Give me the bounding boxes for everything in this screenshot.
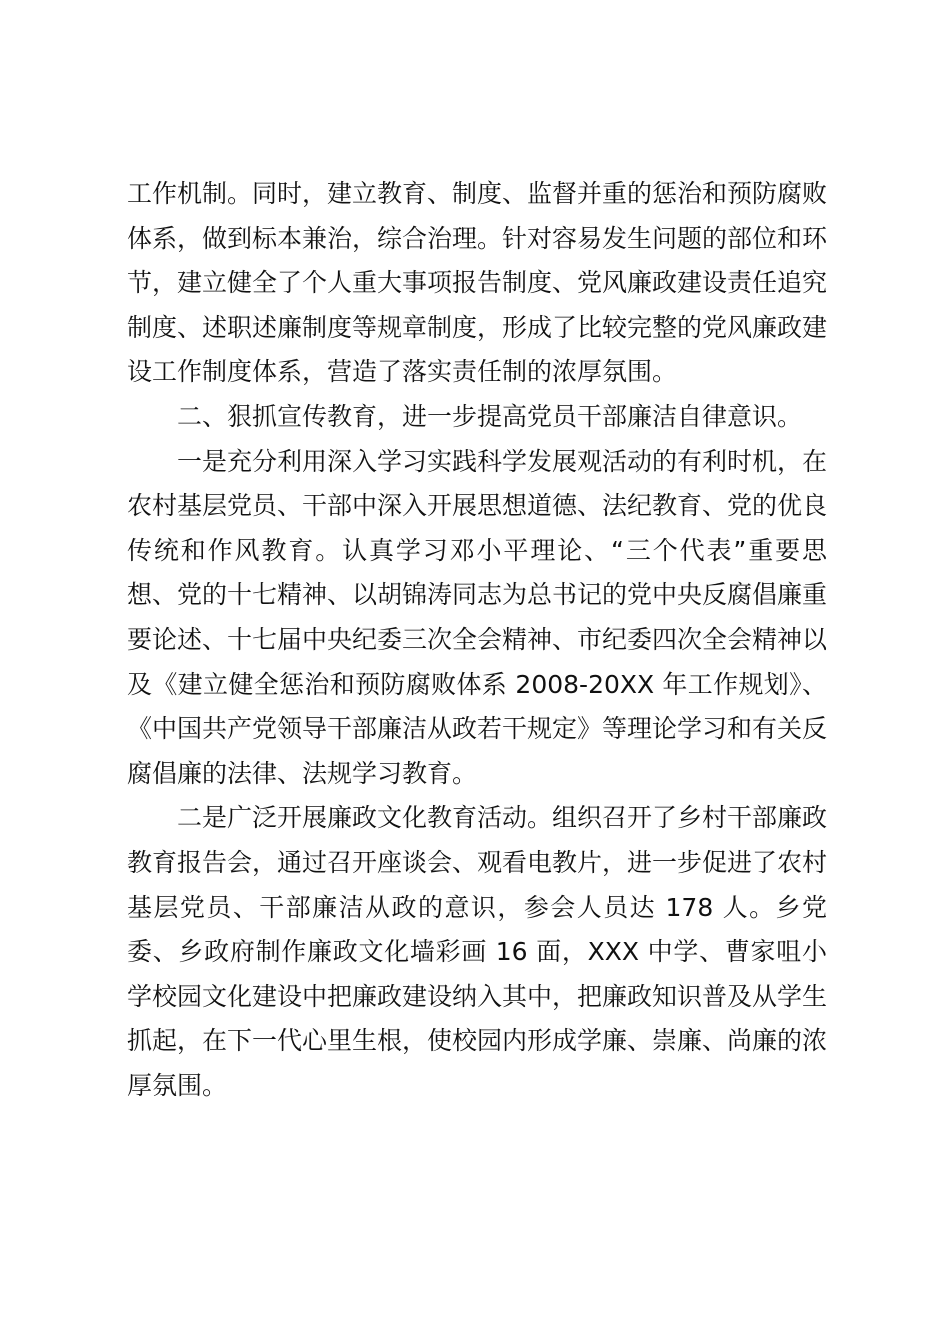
paragraph-item-one: 一是充分利用深入学习实践科学发展观活动的有利时机，在农村基层党员、干部中深入开展思想道德、法纪教育、党的优良传统和作风教育。认真学习邓小平理论、“三个代表”重要思想、党的十七精神、以胡锦涛同志为总书记的党中央反腐倡廉重要论述、十七届中央纪委三次全会精神、市纪委四次全会精神以及《建立健全惩治和预防腐败体系 2008-20XX 年工作规划》、《中国共产党领导干部廉洁从政若干规定》等理论学习和有关反腐倡廉的法律、法规学习教育。 bbox=[127, 446, 828, 788]
paragraph-continuation: 工作机制。同时，建立教育、制度、监督并重的惩治和预防腐败体系，做到标本兼治，综合治理。针对容易发生问题的部位和环节，建立健全了个人重大事项报告制度、党风廉政建设责任追究制度、述职述廉制度等规章制度，形成了比较完整的党风廉政建设工作制度体系，营造了落实责任制的浓厚氛围。 bbox=[127, 179, 828, 387]
paragraph-item-two: 二是广泛开展廉政文化教育活动。组织召开了乡村干部廉政教育报告会，通过召开座谈会、观看电教片，进一步促进了农村基层党员、干部廉洁从政的意识，参会人员达 178 人。乡党委、乡政府制作廉政文化墙彩画 16 面，XXX 中学、曹家咀小学校园文化建设中把廉政建设纳入其中，把廉政知识普及从学生抓起，在下一代心里生根，使校园内形成学廉、崇廉、尚廉的浓厚氛围。 bbox=[127, 803, 828, 1100]
document-body bbox=[127, 172, 827, 1108]
section-heading: 二、狠抓宣传教育，进一步提高党员干部廉洁自律意识。 bbox=[177, 401, 803, 431]
